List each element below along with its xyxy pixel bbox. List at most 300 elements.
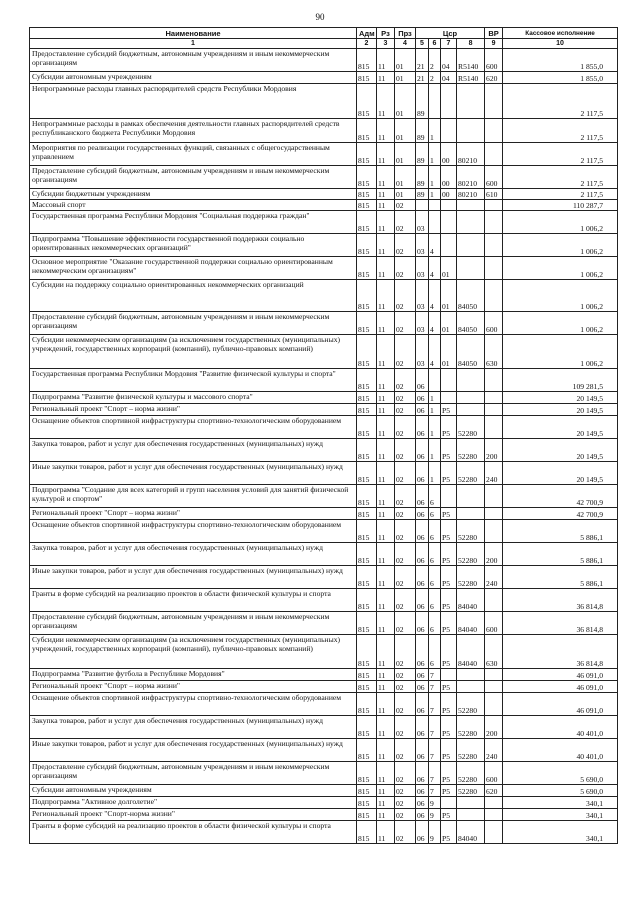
row-csr-subprogram: 1 (429, 462, 441, 485)
row-prz: 02 (395, 439, 416, 462)
table-row (30, 257, 618, 280)
row-csr-event: P5 (441, 508, 457, 520)
row-name: Иные закупки товаров, работ и услуг для обеспечения государственных (муниципальных) нужд (30, 739, 357, 762)
row-amount: 2 117,5 (503, 119, 618, 143)
row-prz: 01 (395, 84, 416, 119)
row-amount: 20 149,5 (503, 439, 618, 462)
row-rz: 11 (377, 462, 395, 485)
col-number: 5 (416, 39, 429, 49)
row-adm: 815 (357, 439, 377, 462)
row-name: Региональный проект "Спорт-норма жизни" (30, 809, 357, 821)
row-csr-subprogram: 9 (429, 797, 441, 809)
row-name: Закупка товаров, работ и услуг для обеспечения государственных (муниципальных) нужд (30, 716, 357, 739)
row-vr (485, 257, 503, 280)
row-rz: 11 (377, 166, 395, 189)
row-adm: 815 (357, 635, 377, 669)
row-vr: 630 (485, 635, 503, 669)
row-adm: 815 (357, 404, 377, 416)
row-rz: 11 (377, 635, 395, 669)
row-rz: 11 (377, 72, 395, 84)
row-csr-program: 06 (416, 821, 429, 844)
row-prz: 02 (395, 312, 416, 335)
row-csr-direction (457, 84, 485, 119)
row-vr (485, 416, 503, 439)
row-prz: 02 (395, 520, 416, 543)
row-csr-direction: 52280 (457, 416, 485, 439)
row-csr-direction (457, 669, 485, 681)
row-rz: 11 (377, 257, 395, 280)
row-adm: 815 (357, 211, 377, 234)
row-csr-event (441, 119, 457, 143)
row-prz: 02 (395, 257, 416, 280)
row-vr (485, 392, 503, 404)
row-adm: 815 (357, 234, 377, 257)
row-adm: 815 (357, 189, 377, 200)
row-amount: 40 401,0 (503, 716, 618, 739)
col-number: 10 (503, 39, 618, 49)
table-row (30, 119, 618, 143)
row-csr-program: 03 (416, 280, 429, 312)
row-csr-direction: 52280 (457, 739, 485, 762)
row-name: Государственная программа Республики Мордовия "Социальная поддержка граждан" (30, 211, 357, 234)
row-name: Оснащение объектов спортивной инфраструктуры спортивно-технологическим оборудованием (30, 416, 357, 439)
row-csr-direction: 52280 (457, 785, 485, 797)
col-number: 2 (357, 39, 377, 49)
row-prz: 02 (395, 693, 416, 716)
row-adm: 815 (357, 520, 377, 543)
row-prz: 02 (395, 392, 416, 404)
header-rz: Рз (377, 28, 395, 39)
row-name: Гранты в форме субсидий на реализацию проектов в области физической культуры и спорта (30, 589, 357, 612)
row-prz: 02 (395, 200, 416, 211)
col-number: 7 (441, 39, 457, 49)
row-csr-event: P5 (441, 635, 457, 669)
table-row (30, 462, 618, 485)
row-csr-event: P5 (441, 762, 457, 785)
table-row (30, 72, 618, 84)
row-vr (485, 669, 503, 681)
table-row (30, 821, 618, 844)
row-prz: 02 (395, 485, 416, 508)
row-name: Гранты в форме субсидий на реализацию проектов в области физической культуры и спорта (30, 821, 357, 844)
row-csr-program: 03 (416, 257, 429, 280)
row-prz: 01 (395, 166, 416, 189)
table-row (30, 404, 618, 416)
row-name: Субсидии некоммерческим организациям (за исключением государственных (муниципальных) учреждений, государственных корпораций (компаний), публично-правовых компаний) (30, 635, 357, 669)
row-adm: 815 (357, 369, 377, 392)
row-csr-direction (457, 119, 485, 143)
row-rz: 11 (377, 681, 395, 693)
row-csr-event: P5 (441, 589, 457, 612)
row-csr-direction (457, 809, 485, 821)
row-rz: 11 (377, 189, 395, 200)
row-vr (485, 485, 503, 508)
row-vr: 240 (485, 462, 503, 485)
table-row (30, 543, 618, 566)
row-csr-event: P5 (441, 681, 457, 693)
table-row (30, 49, 618, 72)
table-row (30, 809, 618, 821)
row-name: Иные закупки товаров, работ и услуг для обеспечения государственных (муниципальных) нужд (30, 462, 357, 485)
col-number: 1 (30, 39, 357, 49)
row-csr-event: 00 (441, 189, 457, 200)
table-row (30, 589, 618, 612)
row-csr-direction: 52280 (457, 439, 485, 462)
row-adm: 815 (357, 416, 377, 439)
row-prz: 02 (395, 809, 416, 821)
row-amount: 20 149,5 (503, 404, 618, 416)
row-prz: 02 (395, 821, 416, 844)
row-rz: 11 (377, 392, 395, 404)
row-csr-subprogram: 1 (429, 439, 441, 462)
row-rz: 11 (377, 234, 395, 257)
row-csr-event: P5 (441, 462, 457, 485)
row-csr-event (441, 669, 457, 681)
row-csr-direction: 84050 (457, 280, 485, 312)
row-rz: 11 (377, 439, 395, 462)
row-amount: 46 091,0 (503, 693, 618, 716)
row-csr-program: 06 (416, 404, 429, 416)
row-adm: 815 (357, 693, 377, 716)
row-csr-program (416, 200, 429, 211)
row-csr-program: 06 (416, 439, 429, 462)
row-amount: 46 091,0 (503, 681, 618, 693)
row-rz: 11 (377, 143, 395, 166)
row-csr-event (441, 369, 457, 392)
row-prz: 02 (395, 280, 416, 312)
table-row (30, 508, 618, 520)
row-vr (485, 84, 503, 119)
header-prz: Прз (395, 28, 416, 39)
row-csr-program: 89 (416, 119, 429, 143)
row-name: Массовый спорт (30, 200, 357, 211)
row-adm: 815 (357, 49, 377, 72)
row-amount: 5 690,0 (503, 762, 618, 785)
row-csr-event (441, 200, 457, 211)
row-csr-direction: 84040 (457, 635, 485, 669)
header-name: Наименование (30, 28, 357, 39)
row-adm: 815 (357, 543, 377, 566)
row-vr (485, 143, 503, 166)
row-rz: 11 (377, 404, 395, 416)
row-csr-subprogram: 7 (429, 785, 441, 797)
row-adm: 815 (357, 392, 377, 404)
row-csr-program: 06 (416, 809, 429, 821)
row-csr-subprogram: 6 (429, 520, 441, 543)
row-rz: 11 (377, 762, 395, 785)
row-vr: 600 (485, 762, 503, 785)
row-rz: 11 (377, 669, 395, 681)
row-name: Субсидии на поддержку социально ориентированных некоммерческих организаций (30, 280, 357, 312)
row-amount: 5 886,1 (503, 520, 618, 543)
row-amount: 36 814,8 (503, 635, 618, 669)
row-amount: 1 006,2 (503, 257, 618, 280)
row-name: Субсидии автономным учреждениям (30, 72, 357, 84)
row-csr-program: 06 (416, 566, 429, 589)
row-rz: 11 (377, 716, 395, 739)
row-rz: 11 (377, 821, 395, 844)
row-rz: 11 (377, 211, 395, 234)
row-csr-event: P5 (441, 404, 457, 416)
row-csr-program: 89 (416, 166, 429, 189)
table-row (30, 166, 618, 189)
table-row (30, 520, 618, 543)
row-csr-event: 01 (441, 312, 457, 335)
row-amount: 5 886,1 (503, 566, 618, 589)
row-csr-direction: 80210 (457, 143, 485, 166)
row-csr-direction (457, 508, 485, 520)
row-name: Субсидии бюджетным учреждениям (30, 189, 357, 200)
row-rz: 11 (377, 335, 395, 369)
row-csr-subprogram: 6 (429, 589, 441, 612)
table-row (30, 785, 618, 797)
row-prz: 02 (395, 635, 416, 669)
row-csr-direction: 80210 (457, 166, 485, 189)
row-rz: 11 (377, 416, 395, 439)
row-rz: 11 (377, 809, 395, 821)
row-prz: 01 (395, 72, 416, 84)
row-csr-subprogram: 7 (429, 681, 441, 693)
row-amount: 20 149,5 (503, 462, 618, 485)
row-rz: 11 (377, 200, 395, 211)
row-vr (485, 200, 503, 211)
row-csr-event: P5 (441, 566, 457, 589)
row-amount: 20 149,5 (503, 392, 618, 404)
row-csr-program: 06 (416, 543, 429, 566)
row-csr-event: 00 (441, 166, 457, 189)
row-prz: 02 (395, 681, 416, 693)
row-prz: 02 (395, 669, 416, 681)
row-csr-subprogram: 6 (429, 543, 441, 566)
column-number-row (30, 39, 618, 49)
row-name: Непрограммные расходы главных распорядителей средств Республики Мордовия (30, 84, 357, 119)
row-csr-program: 06 (416, 693, 429, 716)
row-adm: 815 (357, 312, 377, 335)
row-vr: 630 (485, 335, 503, 369)
row-amount: 40 401,0 (503, 739, 618, 762)
row-vr: 200 (485, 716, 503, 739)
header-csr: Цср (416, 28, 485, 39)
row-rz: 11 (377, 485, 395, 508)
row-csr-program: 89 (416, 143, 429, 166)
row-name: Государственная программа Республики Мордовия "Развитие физической культуры и спорта" (30, 369, 357, 392)
row-amount: 5 886,1 (503, 543, 618, 566)
row-csr-subprogram: 6 (429, 566, 441, 589)
row-csr-subprogram: 7 (429, 739, 441, 762)
row-vr: 600 (485, 612, 503, 635)
row-csr-event: P5 (441, 543, 457, 566)
row-csr-direction (457, 211, 485, 234)
table-row (30, 369, 618, 392)
row-amount: 1 006,2 (503, 234, 618, 257)
header-adm: Адм (357, 28, 377, 39)
row-vr (485, 821, 503, 844)
row-csr-subprogram: 6 (429, 485, 441, 508)
row-adm: 815 (357, 762, 377, 785)
row-csr-program: 21 (416, 72, 429, 84)
row-amount: 1 006,2 (503, 335, 618, 369)
row-csr-subprogram: 6 (429, 612, 441, 635)
row-rz: 11 (377, 508, 395, 520)
row-csr-direction: 80210 (457, 189, 485, 200)
row-adm: 815 (357, 72, 377, 84)
row-csr-event (441, 234, 457, 257)
row-csr-subprogram: 9 (429, 821, 441, 844)
row-amount: 5 690,0 (503, 785, 618, 797)
row-csr-direction: 52280 (457, 716, 485, 739)
row-amount: 109 281,5 (503, 369, 618, 392)
row-adm: 815 (357, 119, 377, 143)
row-csr-event: 00 (441, 143, 457, 166)
row-csr-event (441, 392, 457, 404)
row-vr (485, 681, 503, 693)
row-adm: 815 (357, 809, 377, 821)
row-name: Региональный проект "Спорт – норма жизни" (30, 508, 357, 520)
row-amount: 36 814,8 (503, 589, 618, 612)
row-csr-program: 06 (416, 762, 429, 785)
table-row (30, 635, 618, 669)
row-csr-direction: 52280 (457, 543, 485, 566)
row-csr-direction (457, 392, 485, 404)
row-csr-subprogram (429, 200, 441, 211)
row-csr-program: 03 (416, 335, 429, 369)
row-name: Субсидии некоммерческим организациям (за исключением государственных (муниципальных) учреждений, государственных корпораций (компаний), публично-правовых компаний) (30, 335, 357, 369)
budget-table (29, 27, 618, 844)
row-adm: 815 (357, 257, 377, 280)
row-vr: 620 (485, 785, 503, 797)
row-csr-program: 06 (416, 635, 429, 669)
table-row (30, 143, 618, 166)
row-rz: 11 (377, 520, 395, 543)
row-csr-event: P5 (441, 716, 457, 739)
row-amount: 1 855,0 (503, 49, 618, 72)
row-csr-program: 06 (416, 785, 429, 797)
row-csr-program: 89 (416, 84, 429, 119)
row-adm: 815 (357, 84, 377, 119)
row-csr-subprogram: 4 (429, 312, 441, 335)
row-csr-program: 06 (416, 669, 429, 681)
row-adm: 815 (357, 566, 377, 589)
row-prz: 02 (395, 211, 416, 234)
row-name: Подпрограмма "Повышение эффективности государственной поддержки социально ориентированных некоммерческих организаций" (30, 234, 357, 257)
row-csr-subprogram: 1 (429, 404, 441, 416)
row-csr-event: P5 (441, 739, 457, 762)
row-csr-program: 89 (416, 189, 429, 200)
row-vr: 600 (485, 312, 503, 335)
row-prz: 01 (395, 189, 416, 200)
row-rz: 11 (377, 49, 395, 72)
row-csr-subprogram: 6 (429, 508, 441, 520)
row-csr-subprogram: 7 (429, 669, 441, 681)
col-number: 3 (377, 39, 395, 49)
row-rz: 11 (377, 785, 395, 797)
row-name: Мероприятия по реализации государственных функций, связанных с общегосударственным управлением (30, 143, 357, 166)
row-csr-event: P5 (441, 693, 457, 716)
row-vr: 620 (485, 72, 503, 84)
row-name: Предоставление субсидий бюджетным, автономным учреждениям и иным некоммерческим организациям (30, 49, 357, 72)
row-csr-event: P5 (441, 809, 457, 821)
row-prz: 02 (395, 589, 416, 612)
row-amount: 1 006,2 (503, 211, 618, 234)
row-vr (485, 508, 503, 520)
row-adm: 815 (357, 716, 377, 739)
row-rz: 11 (377, 739, 395, 762)
table-row (30, 84, 618, 119)
row-adm: 815 (357, 669, 377, 681)
row-prz: 02 (395, 508, 416, 520)
row-csr-event: P5 (441, 821, 457, 844)
header-row (30, 28, 618, 39)
row-adm: 815 (357, 508, 377, 520)
row-csr-event (441, 211, 457, 234)
row-amount: 2 117,5 (503, 166, 618, 189)
row-vr (485, 809, 503, 821)
row-name: Субсидии автономным учреждениям (30, 785, 357, 797)
table-row (30, 280, 618, 312)
row-vr (485, 119, 503, 143)
row-csr-event: P5 (441, 439, 457, 462)
row-csr-direction: 84040 (457, 612, 485, 635)
row-csr-event (441, 797, 457, 809)
table-row (30, 566, 618, 589)
row-adm: 815 (357, 200, 377, 211)
table-row (30, 681, 618, 693)
row-csr-subprogram: 4 (429, 257, 441, 280)
row-vr: 240 (485, 566, 503, 589)
row-amount: 46 091,0 (503, 669, 618, 681)
row-csr-direction (457, 485, 485, 508)
row-vr (485, 693, 503, 716)
row-vr (485, 404, 503, 416)
row-csr-event: 04 (441, 72, 457, 84)
row-adm: 815 (357, 335, 377, 369)
row-csr-subprogram: 7 (429, 762, 441, 785)
row-vr: 600 (485, 49, 503, 72)
row-prz: 01 (395, 119, 416, 143)
row-csr-direction (457, 369, 485, 392)
row-name: Региональный проект "Спорт – норма жизни" (30, 404, 357, 416)
row-prz: 02 (395, 785, 416, 797)
row-vr: 200 (485, 543, 503, 566)
row-rz: 11 (377, 693, 395, 716)
row-csr-program: 03 (416, 234, 429, 257)
row-amount: 340,1 (503, 821, 618, 844)
row-csr-direction (457, 234, 485, 257)
row-csr-event: 01 (441, 280, 457, 312)
row-vr: 600 (485, 166, 503, 189)
row-rz: 11 (377, 612, 395, 635)
row-csr-direction: R5140 (457, 49, 485, 72)
row-csr-event: P5 (441, 785, 457, 797)
row-prz: 02 (395, 404, 416, 416)
row-csr-program: 06 (416, 462, 429, 485)
row-name: Закупка товаров, работ и услуг для обеспечения государственных (муниципальных) нужд (30, 543, 357, 566)
row-prz: 02 (395, 739, 416, 762)
row-csr-event: 04 (441, 49, 457, 72)
row-rz: 11 (377, 84, 395, 119)
row-csr-program: 06 (416, 520, 429, 543)
row-csr-subprogram: 9 (429, 809, 441, 821)
row-prz: 02 (395, 566, 416, 589)
row-rz: 11 (377, 280, 395, 312)
table-row (30, 312, 618, 335)
table-row (30, 612, 618, 635)
table-row (30, 669, 618, 681)
row-csr-subprogram: 6 (429, 635, 441, 669)
row-csr-subprogram (429, 84, 441, 119)
row-rz: 11 (377, 797, 395, 809)
row-csr-event: P5 (441, 612, 457, 635)
